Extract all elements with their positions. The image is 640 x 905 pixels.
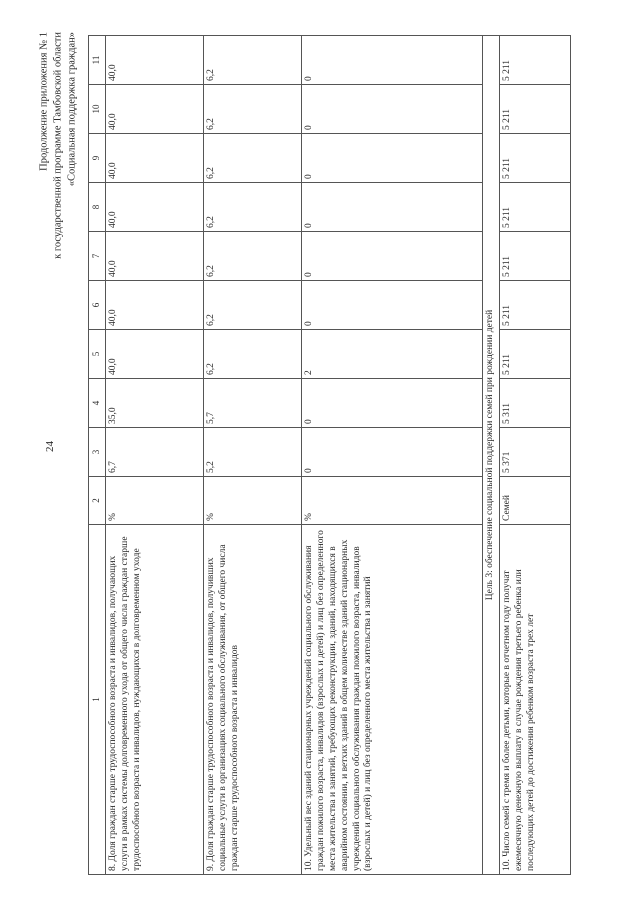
indicator-value: 40,0 — [106, 134, 204, 183]
indicator-unit: % — [302, 477, 483, 525]
indicator-table-container — [88, 35, 543, 875]
indicator-value: 0 — [302, 36, 483, 85]
table-row — [302, 36, 483, 875]
indicator-value: 5 371 — [499, 428, 570, 477]
indicator-value: 2 — [302, 330, 483, 379]
indicator-value: 6,2 — [204, 183, 302, 232]
indicator-value: 40,0 — [106, 232, 204, 281]
indicator-value: 0 — [302, 428, 483, 477]
indicator-name: 10. Удельный вес зданий стационарных учреждений социального обслуживания граждан пожилого возраста, инвалидов (взрослых и детей) и лиц без определенного места жительства и занятий, требующих реконструкции, зданий, находящихся в аварийном состоянии, и ветхих зданий в общем количестве зданий стационарных учреждений социального обслуживания граждан пожилого возраста, инвалидов (взрослых и детей) и лиц без определенного места жительства и занятий — [302, 525, 483, 875]
document-heading — [37, 32, 80, 872]
indicator-value: 6,2 — [204, 330, 302, 379]
indicator-value: 5 211 — [499, 330, 570, 379]
indicator-value: 0 — [302, 232, 483, 281]
column-header: 3 — [89, 428, 106, 477]
indicator-unit: % — [106, 477, 204, 525]
indicator-value: 0 — [302, 379, 483, 428]
column-header: 5 — [89, 330, 106, 379]
indicator-value: 35,0 — [106, 379, 204, 428]
indicator-value: 5 211 — [499, 281, 570, 330]
indicator-value: 40,0 — [106, 183, 204, 232]
indicator-value: 6,2 — [204, 134, 302, 183]
indicator-value: 5,7 — [204, 379, 302, 428]
indicator-value: 6,2 — [204, 85, 302, 134]
indicator-value: 40,0 — [106, 330, 204, 379]
indicator-value: 6,7 — [106, 428, 204, 477]
indicator-name: 10. Число семей с тремя и более детьми, которые в отчетном году получат ежемесячную денежную выплату в случае рождения третьего ребенка или последующих детей до достижения ребенком возраста трех лет — [499, 525, 570, 875]
indicator-value: 5 211 — [499, 183, 570, 232]
indicator-value: 0 — [302, 281, 483, 330]
indicator-value: 5,2 — [204, 428, 302, 477]
column-header: 7 — [89, 232, 106, 281]
indicator-value: 6,2 — [204, 232, 302, 281]
indicator-unit: % — [204, 477, 302, 525]
column-header: 10 — [89, 85, 106, 134]
indicator-name: 8. Доля граждан старше трудоспособного возраста и инвалидов, получающих услуги в рамках системы долговременного ухода от общего числа граждан старше трудоспособного возраста и инвалидов, нуждающихся в долговременном уходе — [106, 525, 204, 875]
column-header: 1 — [89, 525, 106, 875]
indicator-table — [88, 35, 571, 875]
column-header: 4 — [89, 379, 106, 428]
column-header: 6 — [89, 281, 106, 330]
indicator-value: 5 211 — [499, 134, 570, 183]
indicator-value: 0 — [302, 85, 483, 134]
table-row — [106, 36, 204, 875]
column-number-row — [89, 36, 106, 875]
table-row — [204, 36, 302, 875]
goal-row — [483, 36, 500, 875]
page-number: 24 — [44, 441, 56, 452]
table-row — [499, 36, 570, 875]
column-header: 8 — [89, 183, 106, 232]
indicator-value: 40,0 — [106, 85, 204, 134]
indicator-value: 0 — [302, 134, 483, 183]
goal-title: Цель 3: обеспечение социальной поддержки семей при рождении детей — [483, 36, 500, 875]
indicator-value: 40,0 — [106, 281, 204, 330]
heading-line-1: Продолжение приложения № 1 — [38, 32, 50, 171]
indicator-value: 40,0 — [106, 36, 204, 85]
heading-line-2: к государственной программе Тамбовской области — [52, 32, 64, 259]
indicator-unit: Семей — [499, 477, 570, 525]
indicator-value: 5 211 — [499, 85, 570, 134]
indicator-value: 5 211 — [499, 232, 570, 281]
indicator-value: 5 211 — [499, 36, 570, 85]
column-header: 9 — [89, 134, 106, 183]
column-header: 2 — [89, 477, 106, 525]
heading-line-3: «Социальная поддержка граждан» — [66, 32, 78, 187]
column-header: 11 — [89, 36, 106, 85]
indicator-value: 5 311 — [499, 379, 570, 428]
indicator-name: 9. Доля граждан старше трудоспособного возраста и инвалидов, получивших социальные услуги в организациях социального обслуживания, от общего числа граждан старше трудоспособного возраста и инвалидов — [204, 525, 302, 875]
indicator-value: 6,2 — [204, 36, 302, 85]
indicator-value: 0 — [302, 183, 483, 232]
indicator-value: 6,2 — [204, 281, 302, 330]
